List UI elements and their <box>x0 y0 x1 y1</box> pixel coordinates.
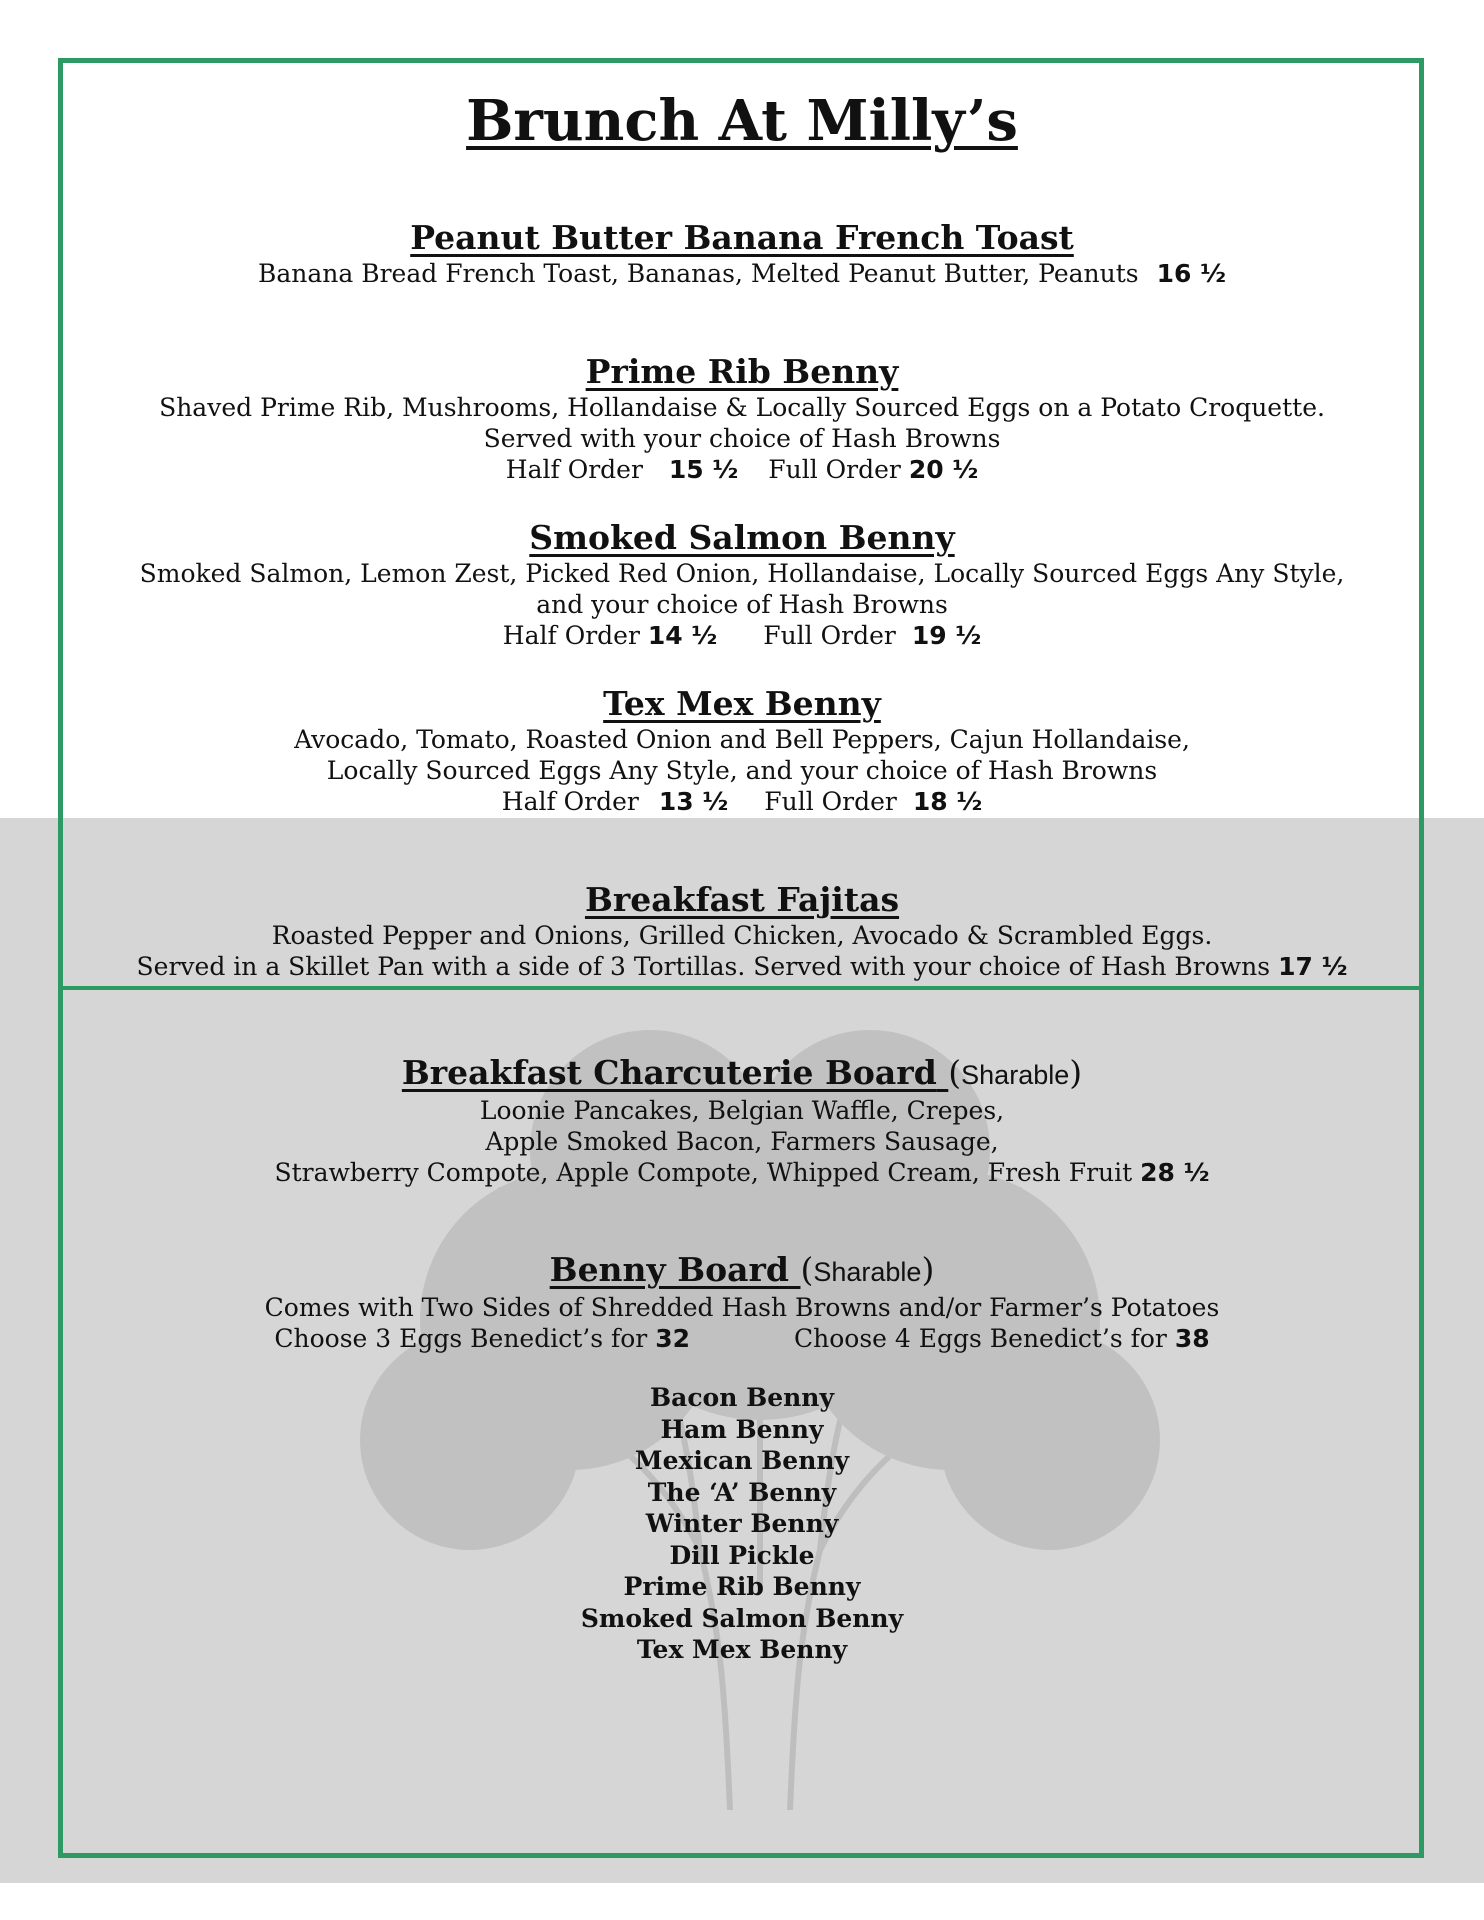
item-description: Roasted Pepper and Onions, Grilled Chicken, Avocado & Scrambled Eggs. <box>271 921 1213 950</box>
choice4-price: 38 <box>1174 1324 1210 1353</box>
item-name: Tex Mex Benny <box>603 684 881 723</box>
sharable-note: Sharable <box>961 1060 1070 1090</box>
menu-item-prime-rib-benny <box>70 352 1414 485</box>
full-order-price: 18 ½ <box>912 787 983 816</box>
page-title: Brunch At Milly’s <box>466 88 1018 154</box>
menu-item-breakfast-fajitas <box>70 880 1414 982</box>
menu-item-benny-board <box>70 1250 1414 1354</box>
menu-item-french-toast <box>70 218 1414 289</box>
half-order-price: 15 ½ <box>668 455 739 484</box>
list-item: Dill Pickle <box>669 1540 815 1570</box>
item-description: Apple Smoked Bacon, Farmers Sausage, <box>485 1127 999 1156</box>
item-pricing: Half Order 14 ½ Full Order 19 ½ <box>502 621 982 650</box>
item-pricing: Half Order 13 ½ Full Order 18 ½ <box>501 787 983 816</box>
benny-options-list <box>70 1382 1414 1666</box>
list-item: Tex Mex Benny <box>636 1635 848 1664</box>
item-name: Smoked Salmon Benny <box>529 518 955 557</box>
item-description: Avocado, Tomato, Roasted Onion and Bell Peppers, Cajun Hollandaise, <box>294 725 1190 754</box>
item-name: Breakfast Fajitas <box>584 880 900 919</box>
choice3-price: 32 <box>655 1324 690 1353</box>
full-order-price: 20 ½ <box>908 455 979 484</box>
list-item: Prime Rib Benny <box>623 1572 861 1601</box>
list-item: Ham Benny <box>660 1414 824 1444</box>
item-price: 17 ½ <box>1278 952 1348 981</box>
list-item: Bacon Benny <box>649 1383 835 1412</box>
item-description: Comes with Two Sides of Shredded Hash Browns and/or Farmer’s Potatoes <box>264 1293 1220 1322</box>
item-pricing: Choose 3 Eggs Benedict’s for 32 Choose 4 Eggs Benedict’s for 38 <box>274 1324 1210 1353</box>
item-description: and your choice of Hash Browns <box>536 590 948 619</box>
list-item: Mexican Benny <box>634 1446 850 1475</box>
item-description: Smoked Salmon, Lemon Zest, Picked Red Onion, Hollandaise, Locally Sourced Eggs Any Style, <box>139 559 1345 588</box>
section-divider <box>62 986 1420 990</box>
item-price: 16 ½ <box>1156 259 1226 288</box>
item-description: Locally Sourced Eggs Any Style, and your choice of Hash Browns <box>326 756 1158 785</box>
full-order-price: 19 ½ <box>911 621 982 650</box>
item-name: Prime Rib Benny <box>585 352 899 391</box>
item-description: Served in a Skillet Pan with a side of 3 Tortillas. Served with your choice of Hash Browns 17 ½ <box>136 952 1348 981</box>
item-pricing: Half Order 15 ½ Full Order 20 ½ <box>505 455 979 484</box>
list-item: The ‘A’ Benny <box>647 1477 837 1507</box>
sharable-note: Sharable <box>813 1257 922 1287</box>
item-name: Peanut Butter Banana French Toast <box>410 218 1074 257</box>
menu-item-smoked-salmon-benny <box>70 518 1414 651</box>
item-description: Shaved Prime Rib, Mushrooms, Hollandaise & Locally Sourced Eggs on a Potato Croquette. <box>159 393 1325 422</box>
item-description: Banana Bread French Toast, Bananas, Melted Peanut Butter, Peanuts 16 ½ <box>257 259 1226 288</box>
item-name: Breakfast Charcuterie Board (Sharable) <box>70 1053 1414 1095</box>
item-description: Served with your choice of Hash Browns <box>483 424 1001 453</box>
item-name: Benny Board (Sharable) <box>70 1250 1414 1292</box>
item-price: 28 ½ <box>1140 1158 1210 1187</box>
menu-item-charcuterie-board <box>70 1053 1414 1188</box>
list-item: Smoked Salmon Benny <box>580 1603 904 1633</box>
half-order-price: 13 ½ <box>658 787 729 816</box>
item-description: Strawberry Compote, Apple Compote, Whipped Cream, Fresh Fruit 28 ½ <box>274 1158 1210 1187</box>
item-description: Loonie Pancakes, Belgian Waffle, Crepes, <box>479 1096 1005 1125</box>
half-order-price: 14 ½ <box>647 621 718 650</box>
menu-item-tex-mex-benny <box>70 684 1414 817</box>
list-item: Winter Benny <box>645 1509 839 1538</box>
